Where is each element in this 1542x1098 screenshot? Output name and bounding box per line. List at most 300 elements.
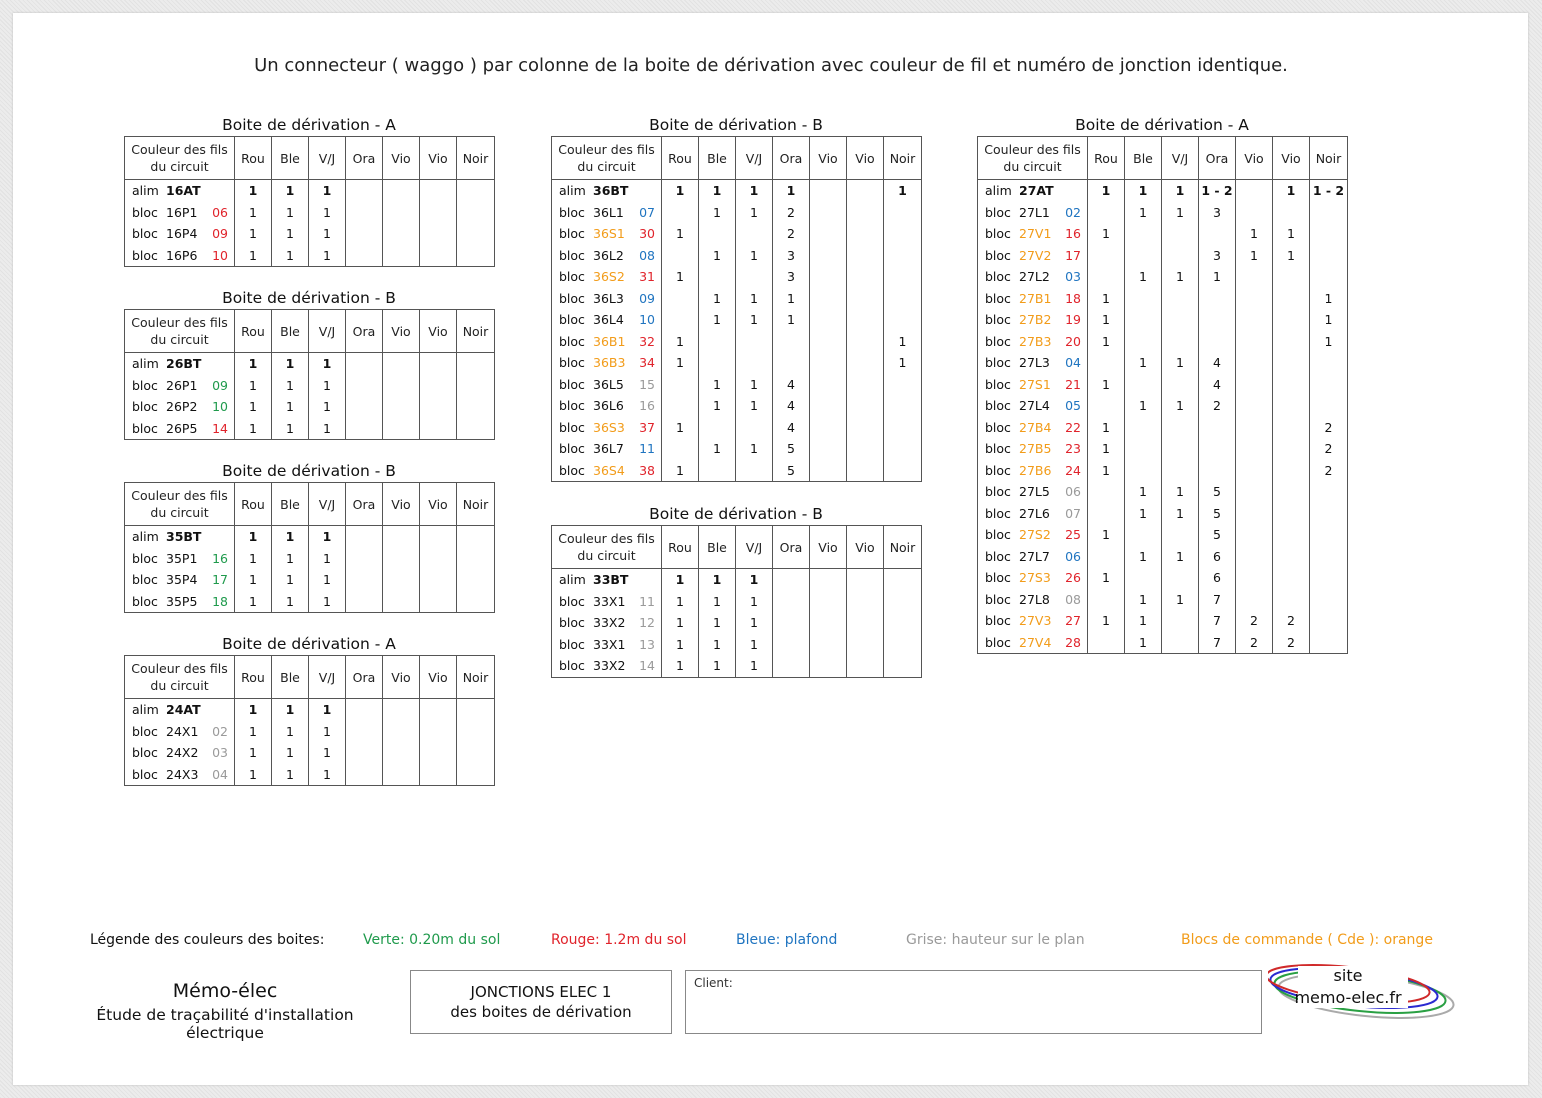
- row-kind: bloc: [985, 441, 1011, 457]
- cell-value: 1: [699, 591, 736, 613]
- cell-value: [420, 223, 457, 245]
- table-row: [125, 223, 495, 245]
- cell-value: [1125, 460, 1162, 482]
- circuit-label: [125, 353, 235, 375]
- cell-value: [1088, 202, 1125, 224]
- cell-value: [420, 569, 457, 591]
- cell-value: 3: [773, 245, 810, 267]
- cell-value: [773, 569, 810, 591]
- cell-value: [1088, 245, 1125, 267]
- brand-name: Mémo-élec: [172, 980, 278, 1002]
- cell-value: 1: [1310, 309, 1348, 331]
- header-col-5: Vio: [420, 483, 457, 526]
- header-col-2: V/J: [309, 310, 346, 353]
- table-row: [125, 180, 495, 202]
- header-label-line2: du circuit: [150, 159, 209, 174]
- row-junction-number: 09: [639, 290, 655, 306]
- cell-value: [457, 418, 495, 440]
- row-code: 27L2: [1019, 269, 1050, 285]
- row-kind: bloc: [985, 484, 1011, 500]
- cell-value: [736, 331, 773, 353]
- cell-value: [662, 438, 699, 460]
- cell-value: [420, 375, 457, 397]
- cell-value: 1: [235, 396, 272, 418]
- cell-value: [1310, 610, 1348, 632]
- header-col-5: Vio: [420, 137, 457, 180]
- row-code: 36BT: [593, 183, 629, 199]
- table-row: [125, 245, 495, 267]
- cell-value: [346, 548, 383, 570]
- row-kind: bloc: [132, 550, 158, 566]
- cell-value: [699, 266, 736, 288]
- cell-value: [1273, 567, 1310, 589]
- header-label-line1: Couleur des fils: [131, 488, 228, 503]
- table-row: [125, 396, 495, 418]
- cell-value: [383, 591, 420, 613]
- cell-value: 1: [662, 417, 699, 439]
- cell-value: [847, 331, 884, 353]
- row-kind: bloc: [559, 462, 585, 478]
- cell-value: [847, 288, 884, 310]
- cell-value: 1: [235, 353, 272, 375]
- cell-value: [346, 223, 383, 245]
- table-row: [978, 438, 1348, 460]
- header-label-line2: du circuit: [150, 678, 209, 693]
- junction-table-16: [124, 116, 494, 267]
- header-col-3: Ora: [346, 310, 383, 353]
- table-row: [552, 438, 922, 460]
- header-col-3: Ora: [346, 656, 383, 699]
- cell-value: [847, 266, 884, 288]
- row-kind: bloc: [132, 723, 158, 739]
- row-code: 36S1: [593, 226, 625, 242]
- row-code: 27L5: [1019, 484, 1050, 500]
- cell-value: [1273, 331, 1310, 353]
- row-kind: bloc: [559, 290, 585, 306]
- cell-value: 5: [1199, 524, 1236, 546]
- cell-value: [1162, 309, 1199, 331]
- row-code: 36L2: [593, 247, 624, 263]
- header-label-line2: du circuit: [577, 159, 636, 174]
- circuit-label: [978, 481, 1088, 503]
- table-header-row: [552, 526, 922, 569]
- cell-value: [847, 352, 884, 374]
- cell-value: 1: [1088, 438, 1125, 460]
- row-junction-number: 03: [1065, 269, 1081, 285]
- cell-value: [1273, 524, 1310, 546]
- circuit-label: [978, 632, 1088, 654]
- cell-value: 1: [1088, 288, 1125, 310]
- cell-value: 1: [662, 266, 699, 288]
- circuit-label: [552, 591, 662, 613]
- cell-value: [1310, 395, 1348, 417]
- table-row: [125, 418, 495, 440]
- cell-value: 1: [1236, 245, 1273, 267]
- cell-value: 1: [736, 591, 773, 613]
- table-row: [978, 610, 1348, 632]
- row-junction-number: 17: [212, 572, 228, 588]
- cell-value: 1: [1125, 202, 1162, 224]
- row-code: 27B3: [1019, 333, 1052, 349]
- table-row: [978, 417, 1348, 439]
- table-row: [552, 180, 922, 202]
- row-junction-number: 09: [212, 377, 228, 393]
- cell-value: [1273, 266, 1310, 288]
- cell-value: [662, 288, 699, 310]
- cell-value: 1: [699, 180, 736, 202]
- row-kind: alim: [132, 356, 159, 372]
- cell-value: 1: [309, 591, 346, 613]
- cell-value: [847, 460, 884, 482]
- brand-subtitle: Étude de traçabilité d'installation électrique: [96, 1006, 354, 1042]
- table-header-row: [125, 310, 495, 353]
- header-col-4: Vio: [383, 483, 420, 526]
- cell-value: [810, 634, 847, 656]
- cell-value: [457, 375, 495, 397]
- table-title: Boite de dérivation - A: [222, 635, 396, 653]
- row-code: 27B6: [1019, 462, 1052, 478]
- row-junction-number: 16: [639, 398, 655, 414]
- cell-value: [457, 742, 495, 764]
- cell-value: [1236, 567, 1273, 589]
- cell-value: 2: [773, 202, 810, 224]
- cell-value: 1: [699, 395, 736, 417]
- cell-value: [884, 612, 922, 634]
- header-col-3: Ora: [346, 137, 383, 180]
- cell-value: [420, 202, 457, 224]
- cell-value: [383, 375, 420, 397]
- row-junction-number: 22: [1065, 419, 1081, 435]
- row-kind: bloc: [985, 269, 1011, 285]
- circuit-label: [552, 331, 662, 353]
- header-col-6: Noir: [457, 656, 495, 699]
- cell-value: 1: [309, 353, 346, 375]
- table-row: [125, 548, 495, 570]
- header-col-2: V/J: [309, 137, 346, 180]
- cell-value: [810, 569, 847, 591]
- row-junction-number: 04: [212, 766, 228, 782]
- row-junction-number: 27: [1065, 613, 1081, 629]
- cell-value: 1: [235, 591, 272, 613]
- circuit-label: [125, 418, 235, 440]
- row-kind: bloc: [559, 636, 585, 652]
- cell-value: 1: [272, 548, 309, 570]
- cell-value: [847, 309, 884, 331]
- header-label-line2: du circuit: [1003, 159, 1062, 174]
- row-code: 33X1: [593, 636, 626, 652]
- site-logo: [1268, 962, 1468, 1032]
- row-kind: bloc: [985, 613, 1011, 629]
- cell-value: 1: [309, 418, 346, 440]
- circuit-label: [552, 569, 662, 591]
- cell-value: [346, 764, 383, 786]
- row-junction-number: 15: [639, 376, 655, 392]
- cell-value: [457, 699, 495, 721]
- cell-value: 1: [1162, 180, 1199, 202]
- cell-value: [346, 526, 383, 548]
- row-kind: bloc: [132, 766, 158, 782]
- row-kind: bloc: [985, 204, 1011, 220]
- cell-value: [457, 569, 495, 591]
- table-header-row: [978, 137, 1348, 180]
- row-kind: bloc: [132, 593, 158, 609]
- row-code: 35P5: [166, 593, 198, 609]
- row-kind: alim: [559, 183, 586, 199]
- cell-value: 1: [662, 612, 699, 634]
- cell-value: [346, 418, 383, 440]
- cell-value: 1: [309, 742, 346, 764]
- cell-value: 1: [235, 418, 272, 440]
- row-kind: bloc: [985, 527, 1011, 543]
- cell-value: [420, 548, 457, 570]
- cell-value: [1199, 288, 1236, 310]
- circuit-label: [552, 417, 662, 439]
- cell-value: [1236, 202, 1273, 224]
- cell-value: 1: [1162, 589, 1199, 611]
- circuit-label: [125, 396, 235, 418]
- row-kind: bloc: [132, 420, 158, 436]
- header-circuit-label: [125, 656, 235, 699]
- cell-value: [383, 548, 420, 570]
- circuit-label: [125, 223, 235, 245]
- header-label-line1: Couleur des fils: [984, 142, 1081, 157]
- row-code: 27B5: [1019, 441, 1052, 457]
- row-junction-number: 08: [1065, 591, 1081, 607]
- cell-value: 1: [884, 331, 922, 353]
- cell-value: 1: [235, 245, 272, 267]
- cell-value: 1 - 2: [1310, 180, 1348, 202]
- row-junction-number: 04: [1065, 355, 1081, 371]
- cell-value: 1: [1125, 503, 1162, 525]
- cell-value: 1: [699, 309, 736, 331]
- circuit-label: [552, 266, 662, 288]
- junction-table: [977, 136, 1348, 654]
- cell-value: [1125, 309, 1162, 331]
- cell-value: [662, 395, 699, 417]
- cell-value: [1162, 223, 1199, 245]
- row-code: 27S3: [1019, 570, 1051, 586]
- row-junction-number: 02: [212, 723, 228, 739]
- cell-value: 1: [662, 352, 699, 374]
- header-circuit-label: [552, 137, 662, 180]
- table-row: [552, 352, 922, 374]
- row-kind: bloc: [559, 376, 585, 392]
- cell-value: 1: [736, 395, 773, 417]
- row-code: 33X1: [593, 593, 626, 609]
- row-kind: bloc: [985, 591, 1011, 607]
- row-junction-number: 26: [1065, 570, 1081, 586]
- circuit-label: [552, 374, 662, 396]
- cell-value: [884, 395, 922, 417]
- circuit-label: [552, 460, 662, 482]
- cell-value: 1: [662, 655, 699, 677]
- cell-value: 1: [235, 742, 272, 764]
- circuit-label: [125, 699, 235, 721]
- header-col-4: Vio: [383, 656, 420, 699]
- table-row: [552, 634, 922, 656]
- header-col-0: Rou: [235, 137, 272, 180]
- header-circuit-label: [125, 483, 235, 526]
- table-row: [978, 202, 1348, 224]
- table-row: [552, 202, 922, 224]
- table-row: [978, 266, 1348, 288]
- table-row: [125, 591, 495, 613]
- legend-label: Légende des couleurs des boites:: [90, 932, 325, 948]
- cell-value: 1: [1088, 417, 1125, 439]
- header-col-4: Vio: [810, 137, 847, 180]
- cell-value: 1: [884, 352, 922, 374]
- cell-value: [773, 634, 810, 656]
- cell-value: [346, 353, 383, 375]
- cell-value: [1310, 567, 1348, 589]
- table-row: [978, 395, 1348, 417]
- page-heading: Un connecteur ( waggo ) par colonne de la boite de dérivation avec couleur de fil et numéro de jonction identique.: [254, 55, 1288, 76]
- header-col-6: Noir: [457, 310, 495, 353]
- cell-value: [383, 180, 420, 202]
- cell-value: 1: [309, 548, 346, 570]
- cell-value: [346, 396, 383, 418]
- cell-value: 1: [1162, 202, 1199, 224]
- circuit-label: [125, 180, 235, 202]
- row-code: 36B1: [593, 333, 626, 349]
- cell-value: 1: [662, 591, 699, 613]
- row-kind: alim: [132, 183, 159, 199]
- cell-value: [1162, 524, 1199, 546]
- cell-value: [1162, 460, 1199, 482]
- row-junction-number: 31: [639, 269, 655, 285]
- row-code: 16P4: [166, 226, 198, 242]
- header-col-3: Ora: [1199, 137, 1236, 180]
- cell-value: [1236, 395, 1273, 417]
- junction-table-33: [551, 505, 921, 678]
- circuit-label: [552, 180, 662, 202]
- cell-value: 1: [699, 438, 736, 460]
- circuit-label: [552, 655, 662, 677]
- circuit-label: [552, 202, 662, 224]
- row-code: 36B3: [593, 355, 626, 371]
- cell-value: 1: [272, 245, 309, 267]
- cell-value: [699, 223, 736, 245]
- row-code: 36S3: [593, 419, 625, 435]
- cell-value: [1273, 395, 1310, 417]
- header-col-6: Noir: [457, 483, 495, 526]
- cell-value: 1: [1162, 503, 1199, 525]
- row-code: 27S1: [1019, 376, 1051, 392]
- cell-value: 3: [773, 266, 810, 288]
- table-header-row: [552, 137, 922, 180]
- cell-value: 1: [235, 526, 272, 548]
- cell-value: [847, 591, 884, 613]
- cell-value: [1125, 524, 1162, 546]
- cell-value: 1: [235, 180, 272, 202]
- cell-value: [1236, 309, 1273, 331]
- cell-value: [1088, 266, 1125, 288]
- cell-value: [1236, 374, 1273, 396]
- table-row: [552, 288, 922, 310]
- cell-value: [1310, 266, 1348, 288]
- cell-value: 1: [736, 569, 773, 591]
- header-col-3: Ora: [773, 526, 810, 569]
- header-circuit-label: [125, 310, 235, 353]
- header-col-1: Ble: [272, 310, 309, 353]
- cell-value: [1273, 438, 1310, 460]
- cell-value: [1125, 374, 1162, 396]
- cell-value: [420, 591, 457, 613]
- cell-value: 1 - 2: [1199, 180, 1236, 202]
- cell-value: 5: [773, 438, 810, 460]
- row-kind: alim: [985, 183, 1012, 199]
- cell-value: [346, 742, 383, 764]
- header-col-4: Vio: [383, 310, 420, 353]
- cell-value: 1: [272, 526, 309, 548]
- row-junction-number: 23: [1065, 441, 1081, 457]
- cell-value: 1: [1125, 546, 1162, 568]
- cell-value: 1: [235, 699, 272, 721]
- cell-value: [1162, 610, 1199, 632]
- cell-value: [884, 309, 922, 331]
- cell-value: 1: [736, 612, 773, 634]
- cell-value: 1: [1125, 395, 1162, 417]
- row-kind: bloc: [559, 441, 585, 457]
- row-junction-number: 02: [1065, 204, 1081, 220]
- cell-value: 1: [272, 569, 309, 591]
- cell-value: [884, 223, 922, 245]
- row-code: 27B1: [1019, 290, 1052, 306]
- row-junction-number: 08: [639, 247, 655, 263]
- cell-value: [884, 655, 922, 677]
- row-junction-number: 20: [1065, 333, 1081, 349]
- cell-value: 1: [1162, 352, 1199, 374]
- table-row: [978, 460, 1348, 482]
- row-junction-number: 11: [639, 441, 655, 457]
- row-junction-number: 06: [1065, 484, 1081, 500]
- table-row: [978, 223, 1348, 245]
- row-junction-number: 16: [212, 550, 228, 566]
- header-col-0: Rou: [235, 310, 272, 353]
- table-title: Boite de dérivation - A: [1075, 116, 1249, 134]
- cell-value: [810, 309, 847, 331]
- cell-value: [383, 418, 420, 440]
- row-code: 16P6: [166, 247, 198, 263]
- circuit-label: [125, 202, 235, 224]
- cell-value: [810, 245, 847, 267]
- circuit-label: [125, 591, 235, 613]
- header-col-1: Ble: [272, 656, 309, 699]
- row-code: 16AT: [166, 183, 201, 199]
- cell-value: 1: [1273, 223, 1310, 245]
- row-code: 27AT: [1019, 183, 1054, 199]
- cell-value: [847, 417, 884, 439]
- cell-value: [1088, 352, 1125, 374]
- header-label-line1: Couleur des fils: [131, 142, 228, 157]
- row-code: 27B2: [1019, 312, 1052, 328]
- cell-value: [1088, 481, 1125, 503]
- cell-value: [847, 202, 884, 224]
- cell-value: [1125, 223, 1162, 245]
- cell-value: [1273, 589, 1310, 611]
- cell-value: [420, 742, 457, 764]
- cell-value: [1088, 503, 1125, 525]
- cell-value: 1: [272, 223, 309, 245]
- row-kind: bloc: [132, 204, 158, 220]
- row-kind: bloc: [559, 419, 585, 435]
- cell-value: 1: [309, 375, 346, 397]
- row-junction-number: 18: [1065, 290, 1081, 306]
- cell-value: [383, 396, 420, 418]
- cell-value: 1: [699, 374, 736, 396]
- table-row: [552, 395, 922, 417]
- table-row: [978, 331, 1348, 353]
